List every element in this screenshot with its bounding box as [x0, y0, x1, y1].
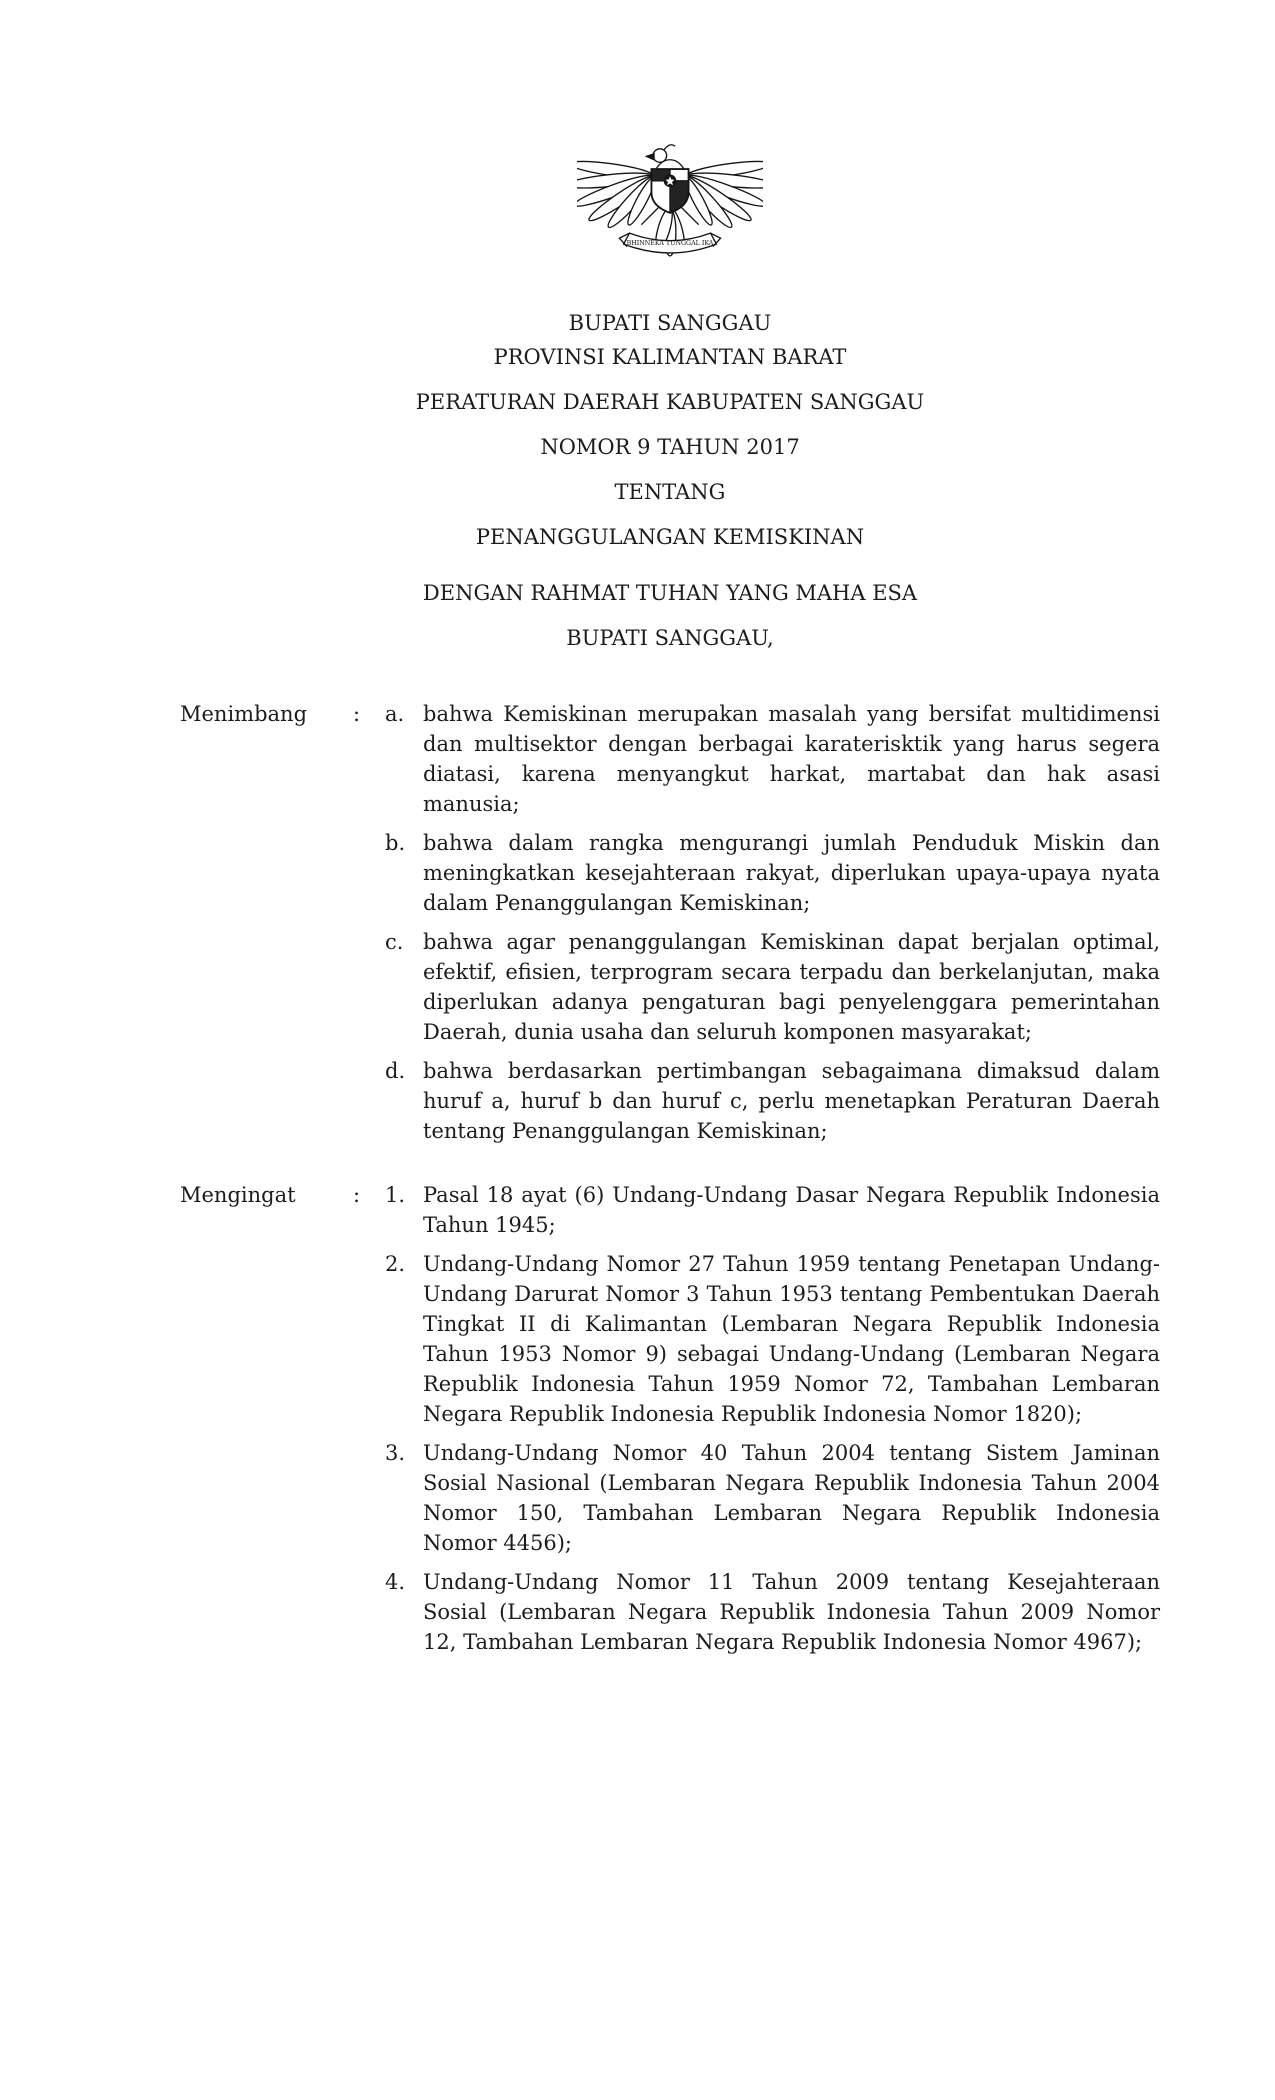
emblem-motto-text: BHINNEKA TUNGGAL IKA: [626, 239, 714, 247]
item-text: bahwa dalam rangka mengurangi jumlah Penduduk Miskin dan meningkatkan kesejahteraan rakyat, diperlukan upaya-upaya nyata dalam Penanggulangan Kemiskinan;: [423, 831, 1160, 915]
header-line-bupati-2: BUPATI SANGGAU,: [566, 626, 774, 650]
list-item: [385, 828, 1160, 918]
item-text: Undang-Undang Nomor 27 Tahun 1959 tentang Penetapan Undang-Undang Darurat Nomor 3 Tahun 1953 tentang Pembentukan Daerah Tingkat II di Kalimantan (Lembaran Negara Republik Indonesia Tahun 1953 Nomor 9) sebagai Undang-Undang (Lembaran Negara Republik Indonesia Tahun 1959 Nomor 72, Tambahan Lembaran Negara Republik Indonesia Republik Indonesia Nomor 1820);: [423, 1252, 1160, 1426]
item-marker: 3.: [385, 1441, 406, 1465]
item-text: Undang-Undang Nomor 40 Tahun 2004 tentang Sistem Jaminan Sosial Nasional (Lembaran Negara Republik Indonesia Tahun 2004 Nomor 150, Tambahan Lembaran Negara Republik Indonesia Nomor 4456);: [423, 1441, 1160, 1555]
section-menimbang: [180, 699, 1160, 1146]
item-marker: a.: [385, 702, 405, 726]
list-item: [385, 699, 1160, 819]
mengingat-colon: :: [353, 1183, 361, 1207]
header-line-provinsi: PROVINSI KALIMANTAN BARAT: [493, 345, 847, 369]
emblem-container: [180, 110, 1160, 274]
header-line-perda: PERATURAN DAERAH KABUPATEN SANGGAU: [415, 390, 925, 414]
menimbang-label: Menimbang: [180, 702, 308, 726]
item-marker: 1.: [385, 1183, 406, 1207]
item-marker: 4.: [385, 1570, 406, 1594]
mengingat-label: Mengingat: [180, 1183, 296, 1207]
item-marker: d.: [385, 1059, 406, 1083]
item-text: bahwa berdasarkan pertimbangan sebagaimana dimaksud dalam huruf a, huruf b dan huruf c, perlu menetapkan Peraturan Daerah tentang Penanggulangan Kemiskinan;: [423, 1059, 1160, 1143]
header-line-bupati: BUPATI SANGGAU: [568, 311, 772, 335]
menimbang-items: [385, 699, 1160, 1146]
item-marker: b.: [385, 831, 406, 855]
list-item: [385, 1438, 1160, 1558]
item-text: Pasal 18 ayat (6) Undang-Undang Dasar Negara Republik Indonesia Tahun 1945;: [423, 1183, 1160, 1237]
list-item: [385, 1056, 1160, 1146]
mengingat-items: [385, 1180, 1160, 1657]
list-item: [385, 927, 1160, 1047]
item-marker: c.: [385, 930, 404, 954]
item-text: Undang-Undang Nomor 11 Tahun 2009 tentang Kesejahteraan Sosial (Lembaran Negara Republik Indonesia Tahun 2009 Nomor 12, Tambahan Lembaran Negara Republik Indonesia Nomor 4967);: [423, 1570, 1160, 1654]
document-header: [180, 308, 1160, 653]
header-line-judul: PENANGGULANGAN KEMISKINAN: [475, 525, 865, 549]
item-text: bahwa agar penanggulangan Kemiskinan dapat berjalan optimal, efektif, efisien, terprogram secara terpadu dan berkelanjutan, maka diperlukan adanya pengaturan bagi penyelenggara pemerintahan Daerah, dunia usaha dan seluruh komponen masyarakat;: [423, 930, 1160, 1044]
item-text: bahwa Kemiskinan merupakan masalah yang bersifat multidimensi dan multisektor dengan berbagai karaterisktik yang harus segera diatasi, karena menyangkut harkat, martabat dan hak asasi manusia;: [423, 702, 1160, 816]
garuda-pancasila-emblem: [577, 110, 763, 266]
section-mengingat: [180, 1180, 1160, 1657]
menimbang-colon: :: [353, 702, 361, 726]
list-item: [385, 1180, 1160, 1240]
header-line-nomor: NOMOR 9 TAHUN 2017: [540, 435, 800, 459]
document-body: [180, 699, 1160, 1657]
header-line-rahmat: DENGAN RAHMAT TUHAN YANG MAHA ESA: [422, 581, 918, 605]
list-item: [385, 1567, 1160, 1657]
header-line-tentang: TENTANG: [614, 480, 726, 504]
list-item: [385, 1249, 1160, 1429]
item-marker: 2.: [385, 1252, 406, 1276]
